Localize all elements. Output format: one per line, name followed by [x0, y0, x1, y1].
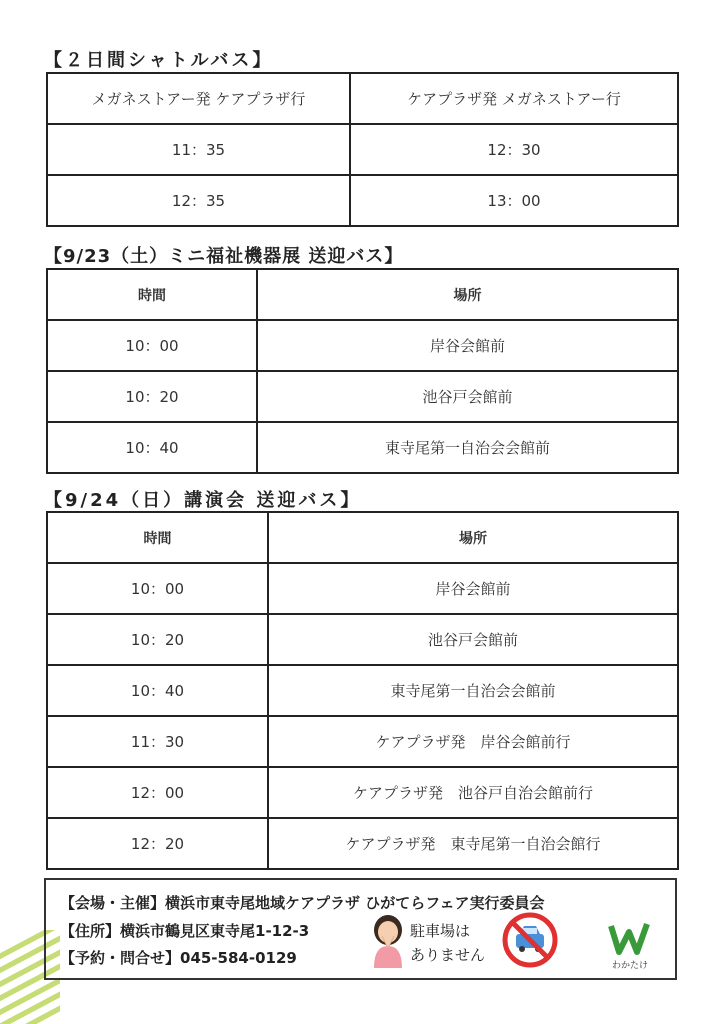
table-row [47, 767, 678, 818]
place-cell: 池谷戸会館前 [268, 614, 678, 665]
table-row [47, 614, 678, 665]
wakatake-logo-icon [607, 922, 653, 956]
address-line: 【住所】横浜市鶴見区東寺尾1-12-3 [60, 922, 310, 940]
place-cell: 東寺尾第一自治会会館前 [268, 665, 678, 716]
shuttle-table [46, 72, 679, 227]
shuttle-time: 12：35 [47, 175, 350, 226]
time-cell: 10：40 [47, 422, 257, 473]
parking-line-1: 駐車場は [410, 922, 471, 940]
table-row [47, 371, 678, 422]
day2-table [46, 511, 679, 870]
place-cell: 池谷戸会館前 [257, 371, 678, 422]
time-cell: 12：20 [47, 818, 268, 869]
time-cell: 12：00 [47, 767, 268, 818]
parking-line-2: ありません [410, 946, 486, 964]
day1-title: 【9/23（土）ミニ福祉機器展 送迎バス】 [44, 246, 404, 267]
shuttle-header-2: ケアプラザ発 メガネストアー行 [350, 73, 678, 124]
venue-line: 【会場・主催】横浜市東寺尾地域ケアプラザ ひがてらフェア実行委員会 [60, 894, 545, 912]
shuttle-time: 12：30 [350, 124, 678, 175]
table-row [47, 422, 678, 473]
info-box [44, 878, 677, 980]
time-cell: 10：00 [47, 563, 268, 614]
shuttle-time: 11：35 [47, 124, 350, 175]
time-cell: 10：20 [47, 371, 257, 422]
table-row [47, 716, 678, 767]
contact-line: 【予約・問合せ】045-584-0129 [60, 949, 297, 967]
day1-header-time: 時間 [47, 269, 257, 320]
place-cell: ケアプラザ発 岸谷会館前行 [268, 716, 678, 767]
time-cell: 10：20 [47, 614, 268, 665]
day1-header-place: 場所 [257, 269, 678, 320]
table-row [47, 665, 678, 716]
day1-table [46, 268, 679, 474]
table-row [47, 563, 678, 614]
logo-text: わかたけ [612, 961, 649, 971]
place-cell: 東寺尾第一自治会会館前 [257, 422, 678, 473]
time-cell: 10：00 [47, 320, 257, 371]
day2-header-place: 場所 [268, 512, 678, 563]
shuttle-title: 【２日間シャトルバス】 [44, 50, 274, 71]
table-row [47, 320, 678, 371]
time-cell: 10：40 [47, 665, 268, 716]
place-cell: 岸谷会館前 [268, 563, 678, 614]
place-cell: ケアプラザ発 池谷戸自治会館前行 [268, 767, 678, 818]
day2-title: 【9/24（日）講演会 送迎バス】 [44, 490, 362, 511]
table-row [47, 175, 678, 226]
shuttle-time: 13：00 [350, 175, 678, 226]
table-row [47, 818, 678, 869]
day2-header-time: 時間 [47, 512, 268, 563]
person-apology-icon [368, 910, 408, 968]
time-cell: 11：30 [47, 716, 268, 767]
no-parking-car-icon [502, 912, 558, 968]
shuttle-header-1: メガネストアー発 ケアプラザ行 [47, 73, 350, 124]
place-cell: ケアプラザ発 東寺尾第一自治会館行 [268, 818, 678, 869]
place-cell: 岸谷会館前 [257, 320, 678, 371]
table-row [47, 124, 678, 175]
